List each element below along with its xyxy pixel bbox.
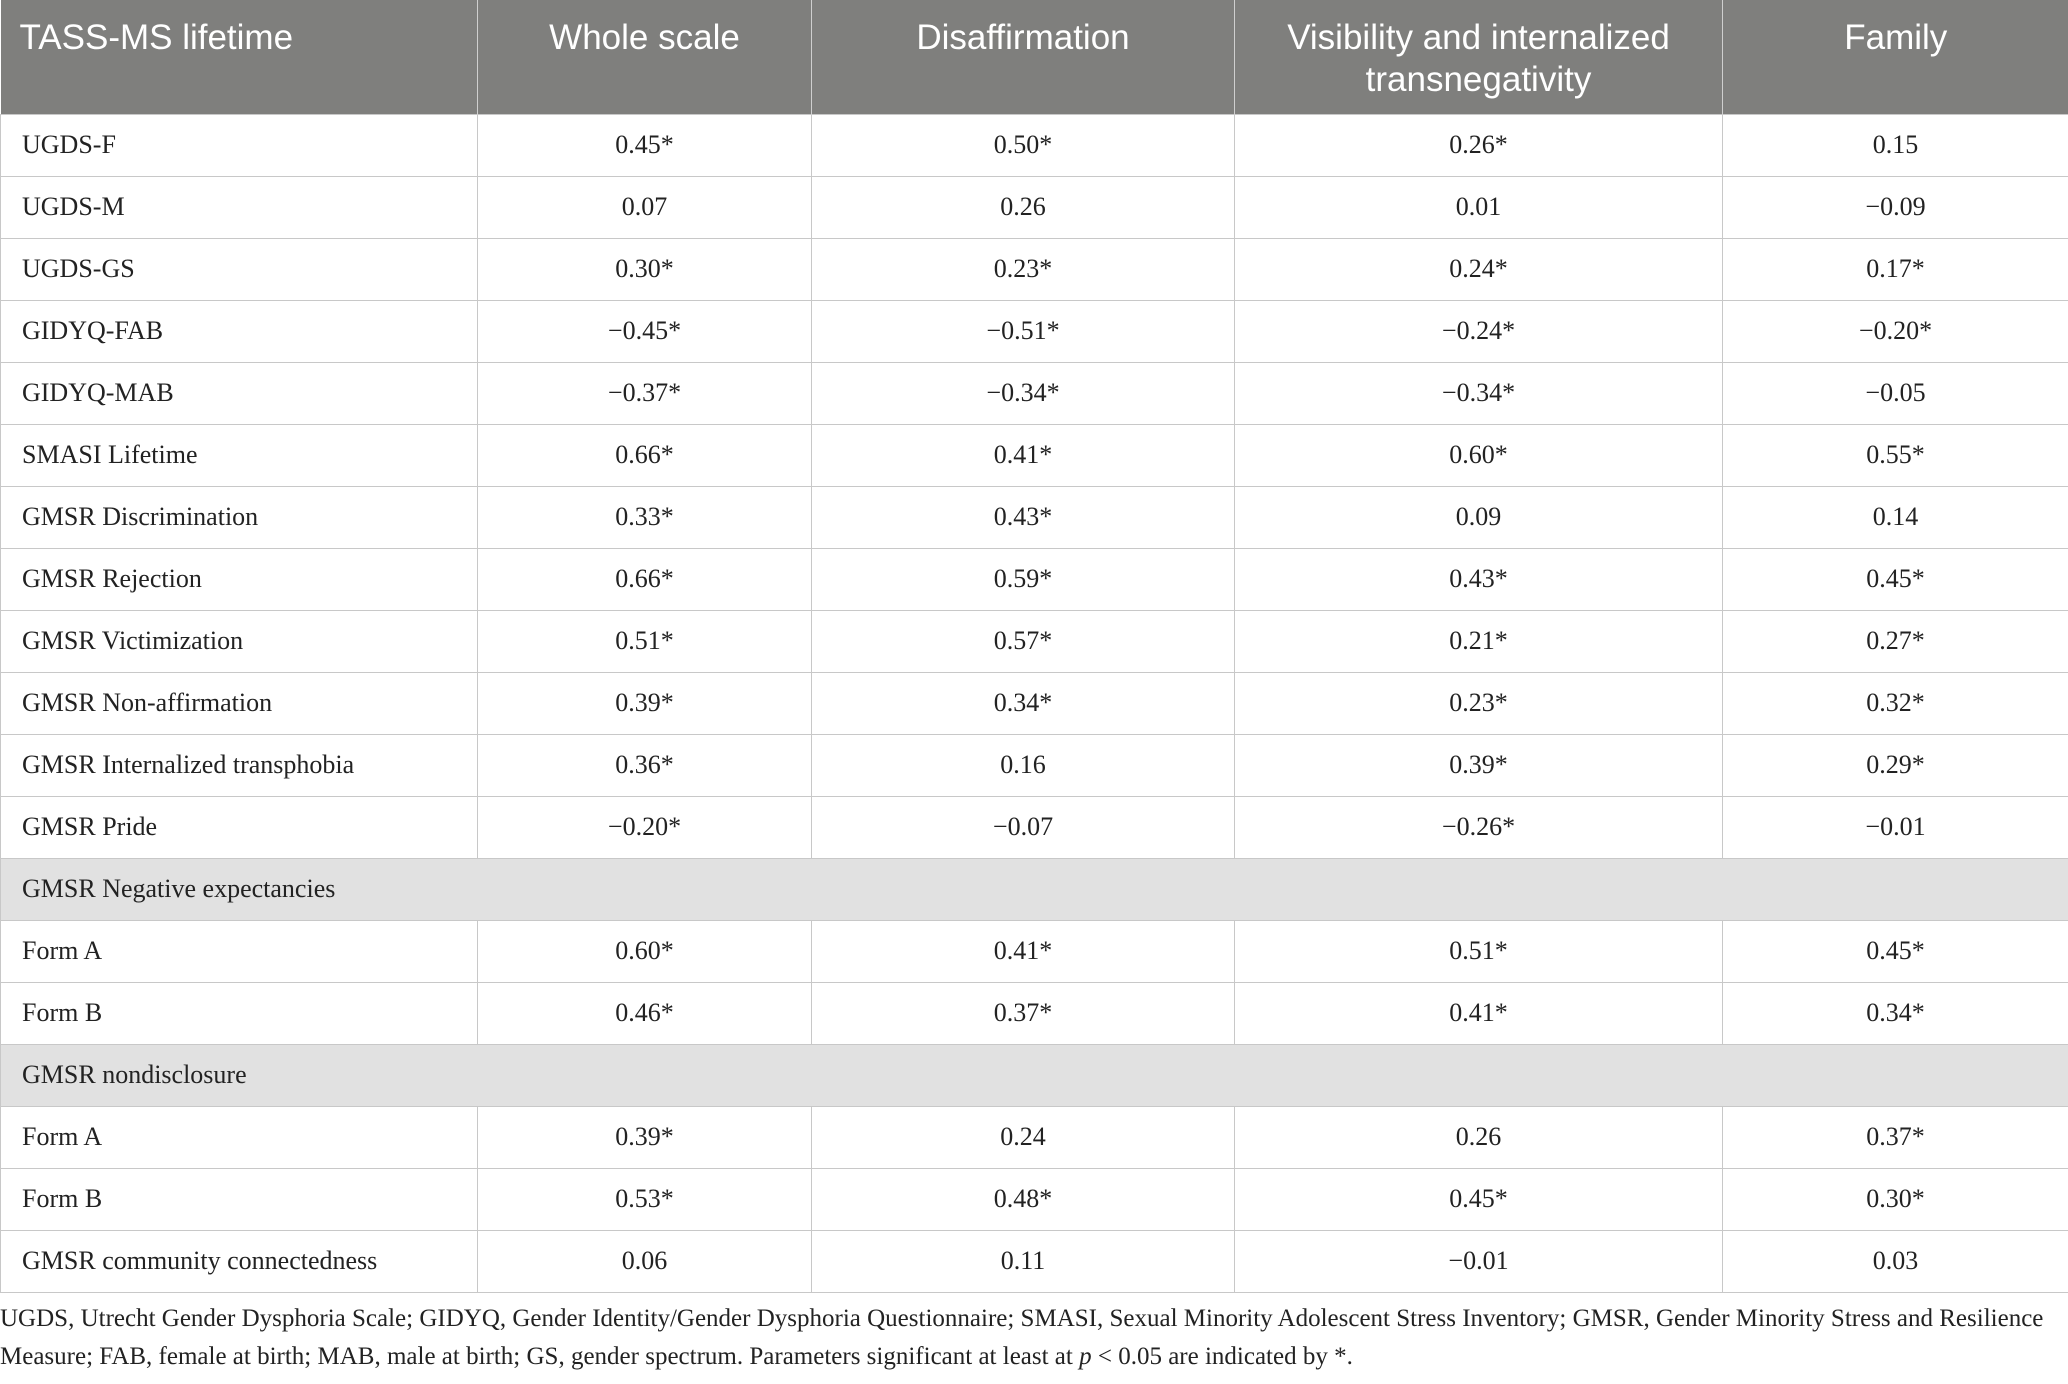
table-cell: 0.41* xyxy=(812,424,1235,486)
row-label: UGDS-F xyxy=(1,114,478,176)
table-cell: 0.30* xyxy=(478,238,812,300)
header-whole-scale: Whole scale xyxy=(478,0,812,114)
table-cell: 0.14 xyxy=(1723,486,2068,548)
table-cell: 0.59* xyxy=(812,548,1235,610)
row-label: Form B xyxy=(1,1168,478,1230)
table-cell: 0.26* xyxy=(1235,114,1723,176)
section-label: GMSR Negative expectancies xyxy=(1,858,2068,920)
table-cell: 0.39* xyxy=(478,672,812,734)
row-label: UGDS-GS xyxy=(1,238,478,300)
table-cell: −0.34* xyxy=(812,362,1235,424)
table-cell: 0.45* xyxy=(478,114,812,176)
row-label: GMSR Internalized transphobia xyxy=(1,734,478,796)
row-label: GMSR Non-affirmation xyxy=(1,672,478,734)
table-row xyxy=(1,300,2068,362)
table-cell: −0.34* xyxy=(1235,362,1723,424)
table-cell: −0.45* xyxy=(478,300,812,362)
table-cell: 0.09 xyxy=(1235,486,1723,548)
table-cell: 0.32* xyxy=(1723,672,2068,734)
table-cell: 0.06 xyxy=(478,1230,812,1292)
table-cell: 0.45* xyxy=(1723,548,2068,610)
table-cell: 0.41* xyxy=(1235,982,1723,1044)
row-label: GMSR Victimization xyxy=(1,610,478,672)
table-cell: 0.57* xyxy=(812,610,1235,672)
table-cell: 0.26 xyxy=(812,176,1235,238)
table-cell: 0.29* xyxy=(1723,734,2068,796)
table-row xyxy=(1,362,2068,424)
header-family: Family xyxy=(1723,0,2068,114)
row-label: GMSR community connectedness xyxy=(1,1230,478,1292)
table-cell: 0.34* xyxy=(812,672,1235,734)
row-label: Form A xyxy=(1,920,478,982)
table-cell: −0.01 xyxy=(1235,1230,1723,1292)
table-cell: 0.39* xyxy=(478,1106,812,1168)
table-cell: −0.05 xyxy=(1723,362,2068,424)
table-cell: 0.60* xyxy=(478,920,812,982)
table-cell: −0.07 xyxy=(812,796,1235,858)
table-cell: 0.23* xyxy=(812,238,1235,300)
row-label: SMASI Lifetime xyxy=(1,424,478,486)
table-cell: 0.30* xyxy=(1723,1168,2068,1230)
table-cell: 0.01 xyxy=(1235,176,1723,238)
table-footnote xyxy=(0,1300,2050,1376)
table-row xyxy=(1,1230,2068,1292)
table-cell: 0.66* xyxy=(478,548,812,610)
table-row xyxy=(1,734,2068,796)
table-cell: 0.23* xyxy=(1235,672,1723,734)
header-tass-ms-lifetime: TASS-MS lifetime xyxy=(1,0,478,114)
table-cell: 0.11 xyxy=(812,1230,1235,1292)
row-label: GMSR Pride xyxy=(1,796,478,858)
row-label: GIDYQ-MAB xyxy=(1,362,478,424)
row-label: UGDS-M xyxy=(1,176,478,238)
header-row xyxy=(1,0,2068,114)
table-row xyxy=(1,672,2068,734)
row-label: GMSR Rejection xyxy=(1,548,478,610)
row-label: GIDYQ-FAB xyxy=(1,300,478,362)
table-cell: 0.17* xyxy=(1723,238,2068,300)
section-header-row xyxy=(1,1044,2068,1106)
table-cell: 0.39* xyxy=(1235,734,1723,796)
table-cell: 0.53* xyxy=(478,1168,812,1230)
section-label: GMSR nondisclosure xyxy=(1,1044,2068,1106)
table-cell: 0.27* xyxy=(1723,610,2068,672)
table-cell: 0.16 xyxy=(812,734,1235,796)
table-cell: 0.26 xyxy=(1235,1106,1723,1168)
table-cell: −0.26* xyxy=(1235,796,1723,858)
row-label: GMSR Discrimination xyxy=(1,486,478,548)
table-cell: 0.60* xyxy=(1235,424,1723,486)
table-row xyxy=(1,486,2068,548)
table-cell: 0.46* xyxy=(478,982,812,1044)
header-disaffirmation: Disaffirmation xyxy=(812,0,1235,114)
table-cell: 0.03 xyxy=(1723,1230,2068,1292)
table-cell: 0.45* xyxy=(1235,1168,1723,1230)
table-cell: 0.55* xyxy=(1723,424,2068,486)
table-cell: 0.34* xyxy=(1723,982,2068,1044)
table-cell: −0.01 xyxy=(1723,796,2068,858)
footnote-p-symbol: p xyxy=(1079,1343,1092,1370)
table-cell: 0.07 xyxy=(478,176,812,238)
table-cell: −0.09 xyxy=(1723,176,2068,238)
table-cell: 0.33* xyxy=(478,486,812,548)
table-row xyxy=(1,920,2068,982)
table-row xyxy=(1,982,2068,1044)
table-cell: 0.37* xyxy=(1723,1106,2068,1168)
footnote-text-end: < 0.05 are indicated by *. xyxy=(1091,1343,1353,1370)
table-cell: −0.20* xyxy=(1723,300,2068,362)
table-cell: −0.24* xyxy=(1235,300,1723,362)
table-cell: 0.43* xyxy=(812,486,1235,548)
table-cell: 0.24 xyxy=(812,1106,1235,1168)
table-cell: −0.51* xyxy=(812,300,1235,362)
table-cell: 0.37* xyxy=(812,982,1235,1044)
table-cell: 0.51* xyxy=(1235,920,1723,982)
table-row xyxy=(1,424,2068,486)
section-header-row xyxy=(1,858,2068,920)
table-row xyxy=(1,548,2068,610)
table-row xyxy=(1,114,2068,176)
table-row xyxy=(1,238,2068,300)
table-cell: 0.15 xyxy=(1723,114,2068,176)
table-cell: 0.24* xyxy=(1235,238,1723,300)
header-visibility: Visibility and internalized transnegativity xyxy=(1235,0,1723,114)
table-cell: 0.43* xyxy=(1235,548,1723,610)
footnote-text: UGDS, Utrecht Gender Dysphoria Scale; GIDYQ, Gender Identity/Gender Dysphoria Questionnaire; SMASI, Sexual Minority Adolescent Stress Inventory; GMSR, Gender Minority Stress and Resilience Measure; FAB, female at birth; MAB, male at birth; GS, gender spectrum. Parameters significant at least at xyxy=(0,1305,2044,1370)
table-row xyxy=(1,610,2068,672)
table-cell: 0.66* xyxy=(478,424,812,486)
table-cell: 0.36* xyxy=(478,734,812,796)
row-label: Form B xyxy=(1,982,478,1044)
table-row xyxy=(1,1106,2068,1168)
table-row xyxy=(1,176,2068,238)
table-cell: 0.41* xyxy=(812,920,1235,982)
table-cell: 0.50* xyxy=(812,114,1235,176)
table-row xyxy=(1,1168,2068,1230)
table-cell: −0.20* xyxy=(478,796,812,858)
table-cell: −0.37* xyxy=(478,362,812,424)
table-cell: 0.48* xyxy=(812,1168,1235,1230)
table-cell: 0.21* xyxy=(1235,610,1723,672)
table-body xyxy=(1,114,2068,1292)
table-cell: 0.45* xyxy=(1723,920,2068,982)
table-row xyxy=(1,796,2068,858)
table-cell: 0.51* xyxy=(478,610,812,672)
row-label: Form A xyxy=(1,1106,478,1168)
